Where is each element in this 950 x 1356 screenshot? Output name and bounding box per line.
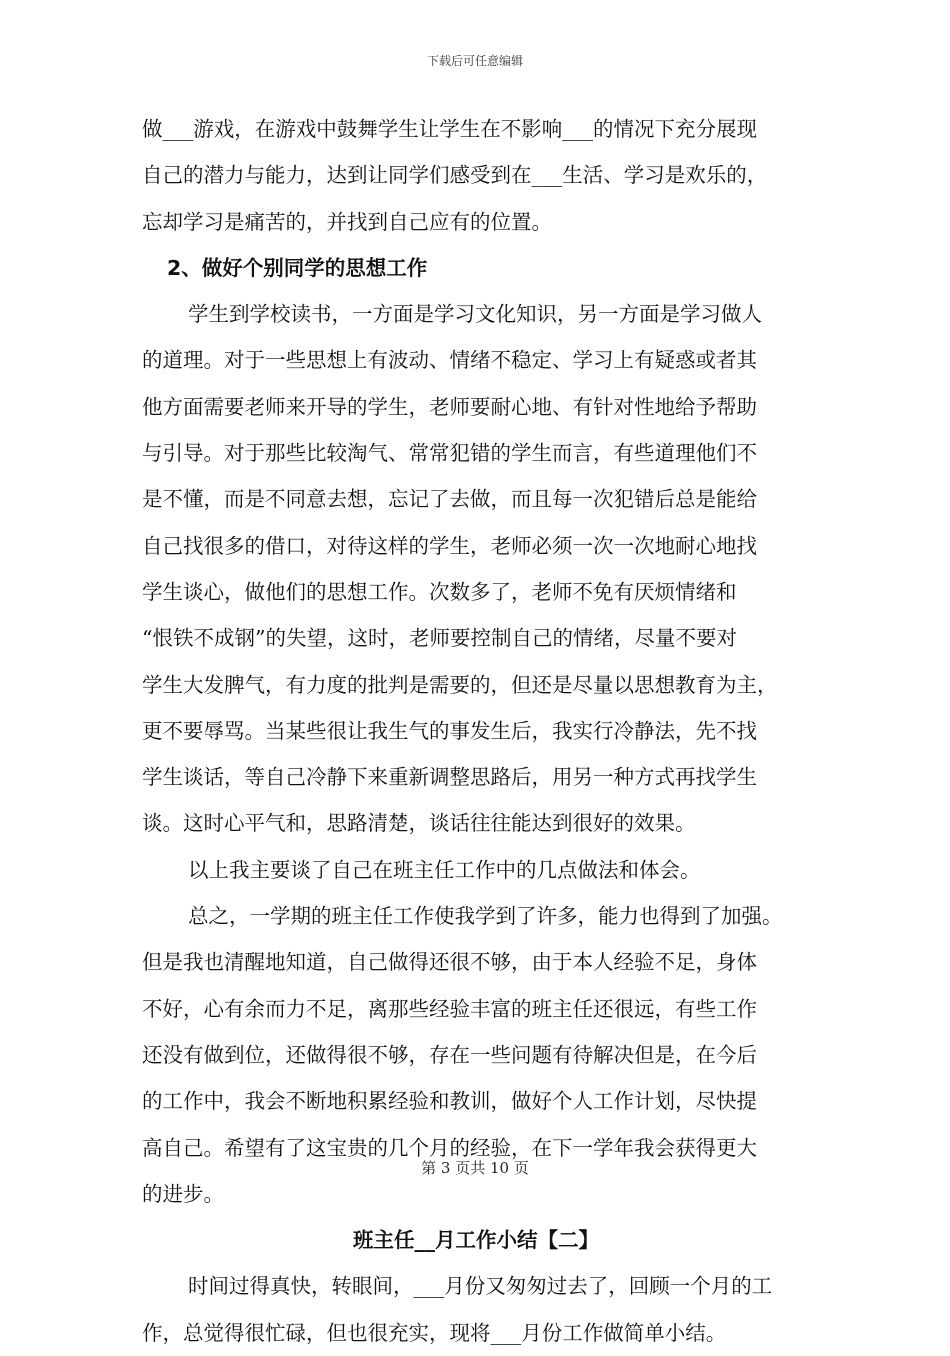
text-line: 总之，一学期的班主任工作使我学到了许多，能力也得到了加强。	[188, 904, 783, 929]
page-header: 下载后可任意编辑	[426, 54, 523, 68]
text-line: 以上我主要谈了自己在班主任工作中的几点做法和体会。	[188, 857, 701, 882]
text-line: 学生大发脾气，有力度的批判是需要的，但还是尽量以思想教育为主，	[142, 672, 778, 697]
text-line: 学生谈话，等自己冷静下来重新调整思路后，用另一种方式再找学生	[142, 765, 757, 790]
text-line: 学生到学校读书，一方面是学习文化知识，另一方面是学习做人	[188, 302, 762, 327]
text-line: 更不要辱骂。当某些很让我生气的事发生后，我实行冷静法，先不找	[142, 718, 757, 743]
text-line: 高自己。希望有了这宝贵的几个月的经验，在下一学年我会获得更大	[142, 1135, 757, 1160]
text-line: 但是我也清醒地知道，自己做得还很不够，由于本人经验不足，身体	[142, 950, 757, 975]
text-line: 做___游戏，在游戏中鼓舞学生让学生在不影响___的情况下充分展现	[142, 117, 757, 141]
text-line: 还没有做到位，还做得很不够，存在一些问题有待解决但是，在今后	[142, 1042, 757, 1067]
text-line: 学生谈心，做他们的思想工作。次数多了，老师不免有厌烦情绪和	[142, 579, 737, 604]
text-line: 自己找很多的借口，对待这样的学生，老师必须一次一次地耐心地找	[142, 533, 757, 558]
text-line: 不好，心有余而力不足，离那些经验丰富的班主任还很远，有些工作	[142, 996, 757, 1021]
text-line: 忘却学习是痛苦的，并找到自己应有的位置。	[142, 209, 552, 234]
text-line: 时间过得真快，转眼间，___月份又匆匆过去了，回顾一个月的工	[188, 1274, 773, 1299]
text-line: 与引导。对于那些比较淘气、常常犯错的学生而言，有些道理他们不	[142, 441, 757, 466]
text-line: 的进步。	[142, 1181, 224, 1206]
text-line: 作，总觉得很忙碌，但也很充实，现将___月份工作做简单小结。	[142, 1320, 727, 1345]
section-title: 班主任__月工作小结【二】	[353, 1228, 599, 1253]
text-line: 谈。这时心平气和，思路清楚，谈话往往能达到很好的效果。	[142, 811, 696, 836]
text-line: 他方面需要老师来开导的学生，老师要耐心地、有针对性地给予帮助	[142, 394, 757, 419]
text-line: “恨铁不成钢”的失望，这时，老师要控制自己的情绪，尽量不要对	[142, 626, 737, 651]
text-line: 的工作中，我会不断地积累经验和教训，做好个人工作计划，尽快提	[142, 1089, 757, 1114]
text-line: 是不懂，而是不同意去想，忘记了去做，而且每一次犯错后总是能给	[142, 487, 757, 512]
text-line: 的道理。对于一些思想上有波动、情绪不稳定、学习上有疑惑或者其	[142, 348, 757, 373]
page-footer: 第 3 页共 10 页	[421, 1159, 529, 1177]
section-heading: 2、做好个别同学的思想工作	[167, 255, 428, 280]
text-line: 自己的潜力与能力，达到让同学们感受到在___生活、学习是欢乐的，	[142, 163, 768, 188]
